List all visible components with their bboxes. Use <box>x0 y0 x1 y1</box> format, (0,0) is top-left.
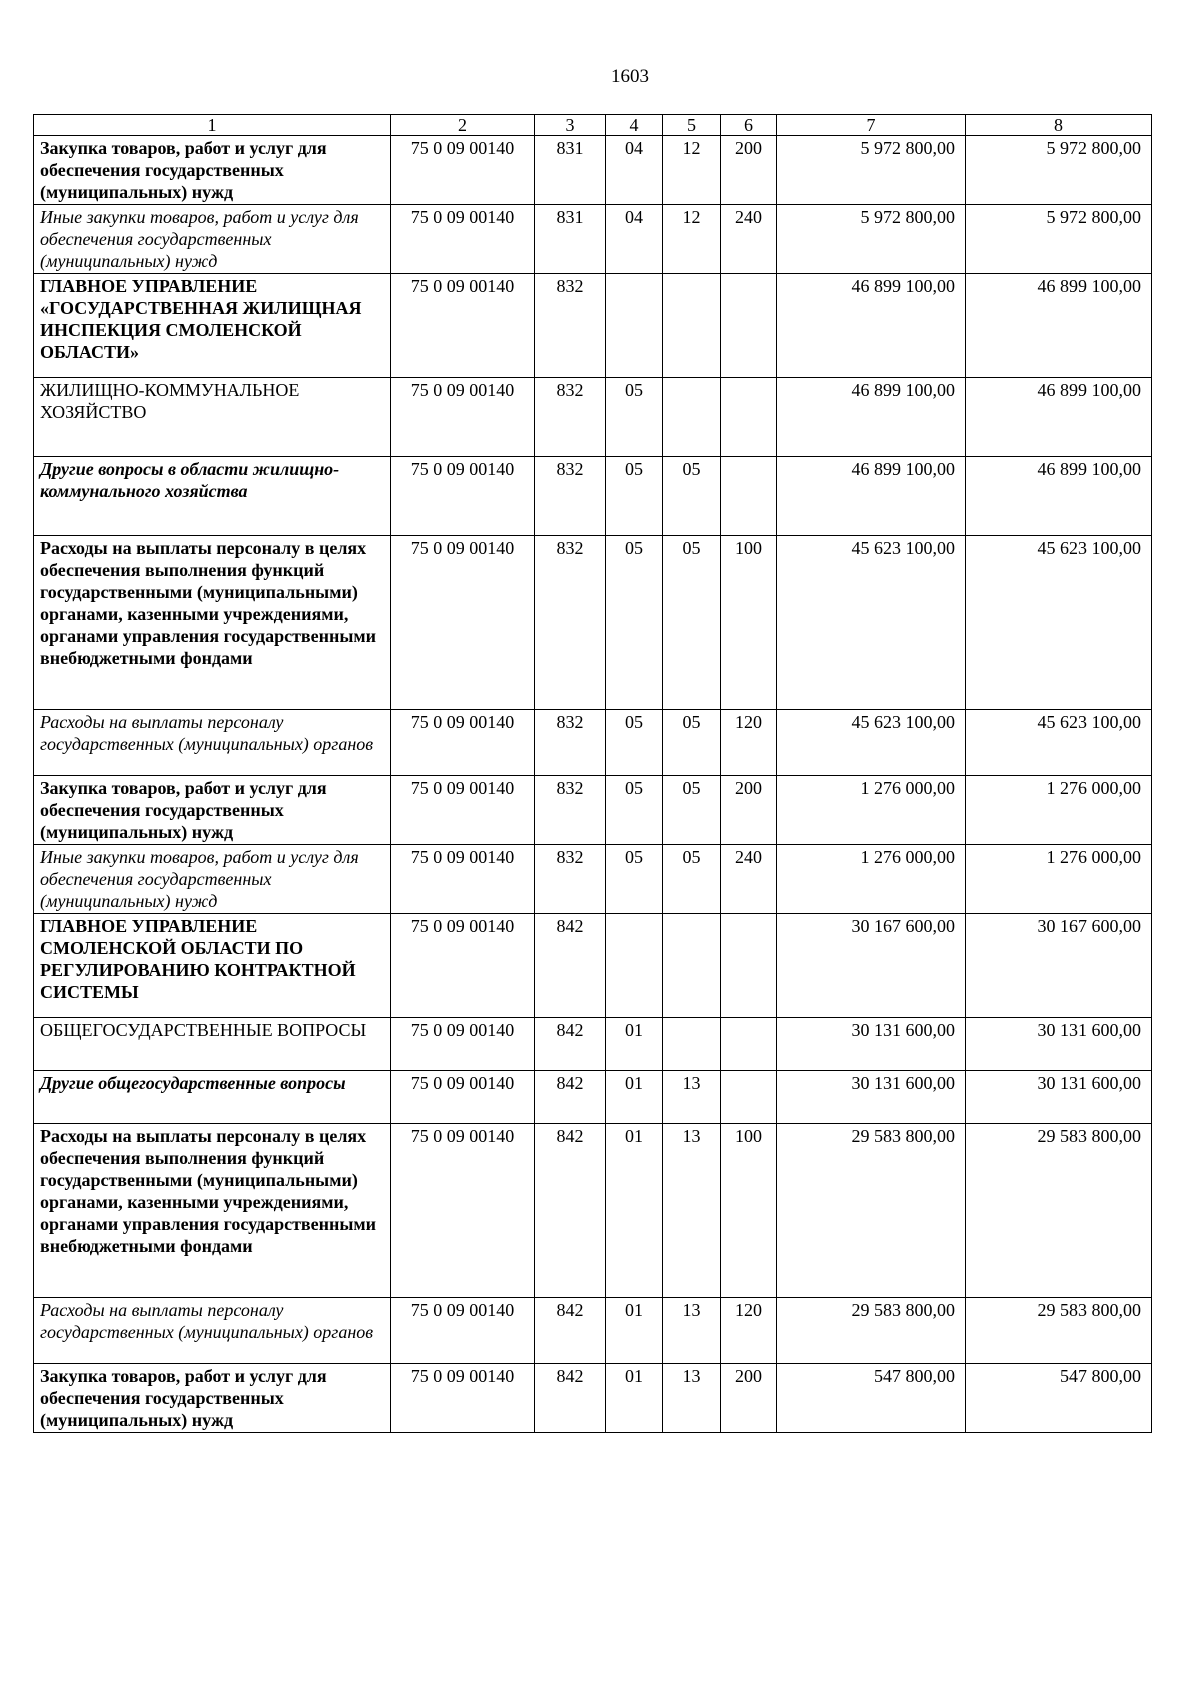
row-expense-type-cell: 240 <box>721 205 777 274</box>
row-subsection-code-cell <box>663 378 721 457</box>
row-section-code-cell: 05 <box>606 710 663 776</box>
row-expense-type-cell: 200 <box>721 776 777 845</box>
row-amount-cell: 1 276 000,00 <box>777 776 966 845</box>
row-expense-type-cell: 100 <box>721 536 777 710</box>
column-header: 6 <box>721 115 777 136</box>
row-target-code-cell: 75 0 09 00140 <box>391 536 535 710</box>
table-row <box>34 1071 1152 1124</box>
row-amount-cell: 29 583 800,00 <box>966 1124 1152 1298</box>
row-target-code-cell: 75 0 09 00140 <box>391 1018 535 1071</box>
row-expense-type-cell: 240 <box>721 845 777 914</box>
row-amount-cell: 45 623 100,00 <box>966 536 1152 710</box>
row-section-code-cell: 04 <box>606 205 663 274</box>
column-header: 2 <box>391 115 535 136</box>
row-grbs-code-cell: 832 <box>535 274 606 378</box>
row-name-cell: Расходы на выплаты персоналу в целях обеспечения выполнения функций государственными (муниципальными) органами, казенными учреждениями, органами управления государственными внебюджетными фондами <box>34 536 391 710</box>
row-amount-cell: 45 623 100,00 <box>777 536 966 710</box>
table-header-row <box>34 115 1152 136</box>
row-target-code-cell: 75 0 09 00140 <box>391 776 535 845</box>
table-row <box>34 136 1152 205</box>
row-target-code-cell: 75 0 09 00140 <box>391 1298 535 1364</box>
row-amount-cell: 547 800,00 <box>966 1364 1152 1433</box>
row-subsection-code-cell: 05 <box>663 776 721 845</box>
row-expense-type-cell: 100 <box>721 1124 777 1298</box>
row-name-cell: Расходы на выплаты персоналу государственных (муниципальных) органов <box>34 1298 391 1364</box>
row-target-code-cell: 75 0 09 00140 <box>391 914 535 1018</box>
row-name-cell: ГЛАВНОЕ УПРАВЛЕНИЕ СМОЛЕНСКОЙ ОБЛАСТИ ПО РЕГУЛИРОВАНИЮ КОНТРАКТНОЙ СИСТЕМЫ <box>34 914 391 1018</box>
row-expense-type-cell: 200 <box>721 136 777 205</box>
row-amount-cell: 46 899 100,00 <box>777 378 966 457</box>
row-grbs-code-cell: 842 <box>535 1018 606 1071</box>
row-grbs-code-cell: 832 <box>535 378 606 457</box>
table-row <box>34 1298 1152 1364</box>
row-grbs-code-cell: 842 <box>535 1124 606 1298</box>
row-name-cell: Закупка товаров, работ и услуг для обеспечения государственных (муниципальных) нужд <box>34 136 391 205</box>
row-amount-cell: 5 972 800,00 <box>777 136 966 205</box>
row-expense-type-cell <box>721 1071 777 1124</box>
row-section-code-cell: 05 <box>606 845 663 914</box>
row-name-cell: Иные закупки товаров, работ и услуг для обеспечения государственных (муниципальных) нужд <box>34 205 391 274</box>
row-subsection-code-cell: 05 <box>663 710 721 776</box>
row-target-code-cell: 75 0 09 00140 <box>391 457 535 536</box>
row-grbs-code-cell: 842 <box>535 1298 606 1364</box>
row-name-cell: Иные закупки товаров, работ и услуг для обеспечения государственных (муниципальных) нужд <box>34 845 391 914</box>
row-name-cell: ЖИЛИЩНО-КОММУНАЛЬНОЕ ХОЗЯЙСТВО <box>34 378 391 457</box>
row-section-code-cell: 05 <box>606 776 663 845</box>
row-amount-cell: 5 972 800,00 <box>777 205 966 274</box>
row-subsection-code-cell: 13 <box>663 1124 721 1298</box>
row-subsection-code-cell <box>663 914 721 1018</box>
table-row <box>34 1018 1152 1071</box>
row-amount-cell: 29 583 800,00 <box>777 1124 966 1298</box>
row-amount-cell: 46 899 100,00 <box>966 378 1152 457</box>
row-section-code-cell: 05 <box>606 457 663 536</box>
table-row <box>34 205 1152 274</box>
row-section-code-cell: 01 <box>606 1364 663 1433</box>
row-subsection-code-cell: 13 <box>663 1364 721 1433</box>
row-section-code-cell: 01 <box>606 1298 663 1364</box>
row-amount-cell: 1 276 000,00 <box>966 776 1152 845</box>
row-section-code-cell <box>606 914 663 1018</box>
row-grbs-code-cell: 842 <box>535 1364 606 1433</box>
row-name-cell: Другие общегосударственные вопросы <box>34 1071 391 1124</box>
table-row <box>34 378 1152 457</box>
row-section-code-cell: 01 <box>606 1124 663 1298</box>
column-header: 8 <box>966 115 1152 136</box>
row-target-code-cell: 75 0 09 00140 <box>391 710 535 776</box>
row-name-cell: Закупка товаров, работ и услуг для обеспечения государственных (муниципальных) нужд <box>34 776 391 845</box>
row-name-cell: ОБЩЕГОСУДАРСТВЕННЫЕ ВОПРОСЫ <box>34 1018 391 1071</box>
row-section-code-cell: 05 <box>606 378 663 457</box>
row-section-code-cell: 01 <box>606 1071 663 1124</box>
table-row <box>34 457 1152 536</box>
row-grbs-code-cell: 832 <box>535 536 606 710</box>
row-expense-type-cell <box>721 378 777 457</box>
row-grbs-code-cell: 832 <box>535 845 606 914</box>
row-subsection-code-cell: 13 <box>663 1298 721 1364</box>
row-grbs-code-cell: 831 <box>535 205 606 274</box>
row-target-code-cell: 75 0 09 00140 <box>391 136 535 205</box>
row-name-cell: Расходы на выплаты персоналу в целях обеспечения выполнения функций государственными (муниципальными) органами, казенными учреждениями, органами управления государственными внебюджетными фондами <box>34 1124 391 1298</box>
row-grbs-code-cell: 832 <box>535 457 606 536</box>
row-amount-cell: 29 583 800,00 <box>777 1298 966 1364</box>
row-amount-cell: 30 131 600,00 <box>777 1071 966 1124</box>
row-subsection-code-cell: 12 <box>663 136 721 205</box>
row-target-code-cell: 75 0 09 00140 <box>391 845 535 914</box>
column-header: 4 <box>606 115 663 136</box>
row-name-cell: ГЛАВНОЕ УПРАВЛЕНИЕ «ГОСУДАРСТВЕННАЯ ЖИЛИЩНАЯ ИНСПЕКЦИЯ СМОЛЕНСКОЙ ОБЛАСТИ» <box>34 274 391 378</box>
budget-table <box>33 114 1152 1433</box>
row-subsection-code-cell <box>663 1018 721 1071</box>
row-section-code-cell: 05 <box>606 536 663 710</box>
row-amount-cell: 5 972 800,00 <box>966 136 1152 205</box>
row-amount-cell: 30 167 600,00 <box>777 914 966 1018</box>
row-subsection-code-cell: 05 <box>663 457 721 536</box>
row-expense-type-cell <box>721 914 777 1018</box>
column-header: 7 <box>777 115 966 136</box>
table-row <box>34 776 1152 845</box>
row-subsection-code-cell: 12 <box>663 205 721 274</box>
row-target-code-cell: 75 0 09 00140 <box>391 205 535 274</box>
row-expense-type-cell: 120 <box>721 1298 777 1364</box>
column-header: 5 <box>663 115 721 136</box>
row-amount-cell: 30 131 600,00 <box>966 1018 1152 1071</box>
row-target-code-cell: 75 0 09 00140 <box>391 1124 535 1298</box>
row-amount-cell: 29 583 800,00 <box>966 1298 1152 1364</box>
row-expense-type-cell: 200 <box>721 1364 777 1433</box>
row-subsection-code-cell: 05 <box>663 536 721 710</box>
page-number: 1603 <box>611 66 649 87</box>
table-row <box>34 710 1152 776</box>
row-expense-type-cell: 120 <box>721 710 777 776</box>
row-subsection-code-cell: 13 <box>663 1071 721 1124</box>
row-name-cell: Другие вопросы в области жилищно-коммунального хозяйства <box>34 457 391 536</box>
row-expense-type-cell <box>721 274 777 378</box>
row-amount-cell: 30 167 600,00 <box>966 914 1152 1018</box>
row-name-cell: Закупка товаров, работ и услуг для обеспечения государственных (муниципальных) нужд <box>34 1364 391 1433</box>
row-amount-cell: 1 276 000,00 <box>777 845 966 914</box>
row-target-code-cell: 75 0 09 00140 <box>391 378 535 457</box>
row-amount-cell: 5 972 800,00 <box>966 205 1152 274</box>
table-row <box>34 914 1152 1018</box>
row-amount-cell: 30 131 600,00 <box>777 1018 966 1071</box>
row-subsection-code-cell <box>663 274 721 378</box>
row-grbs-code-cell: 832 <box>535 776 606 845</box>
row-target-code-cell: 75 0 09 00140 <box>391 274 535 378</box>
column-header: 3 <box>535 115 606 136</box>
table-row <box>34 845 1152 914</box>
row-amount-cell: 45 623 100,00 <box>966 710 1152 776</box>
row-amount-cell: 45 623 100,00 <box>777 710 966 776</box>
row-amount-cell: 547 800,00 <box>777 1364 966 1433</box>
row-grbs-code-cell: 831 <box>535 136 606 205</box>
row-name-cell: Расходы на выплаты персоналу государственных (муниципальных) органов <box>34 710 391 776</box>
table-row <box>34 1364 1152 1433</box>
row-expense-type-cell <box>721 457 777 536</box>
row-amount-cell: 1 276 000,00 <box>966 845 1152 914</box>
row-amount-cell: 46 899 100,00 <box>966 457 1152 536</box>
row-grbs-code-cell: 842 <box>535 1071 606 1124</box>
table-row <box>34 274 1152 378</box>
column-header: 1 <box>34 115 391 136</box>
row-amount-cell: 46 899 100,00 <box>777 457 966 536</box>
row-target-code-cell: 75 0 09 00140 <box>391 1364 535 1433</box>
row-grbs-code-cell: 842 <box>535 914 606 1018</box>
row-amount-cell: 30 131 600,00 <box>966 1071 1152 1124</box>
table-row <box>34 1124 1152 1298</box>
row-grbs-code-cell: 832 <box>535 710 606 776</box>
row-target-code-cell: 75 0 09 00140 <box>391 1071 535 1124</box>
table-body <box>34 115 1152 1433</box>
row-section-code-cell: 01 <box>606 1018 663 1071</box>
row-section-code-cell <box>606 274 663 378</box>
row-amount-cell: 46 899 100,00 <box>777 274 966 378</box>
row-section-code-cell: 04 <box>606 136 663 205</box>
row-subsection-code-cell: 05 <box>663 845 721 914</box>
table-row <box>34 536 1152 710</box>
row-amount-cell: 46 899 100,00 <box>966 274 1152 378</box>
row-expense-type-cell <box>721 1018 777 1071</box>
